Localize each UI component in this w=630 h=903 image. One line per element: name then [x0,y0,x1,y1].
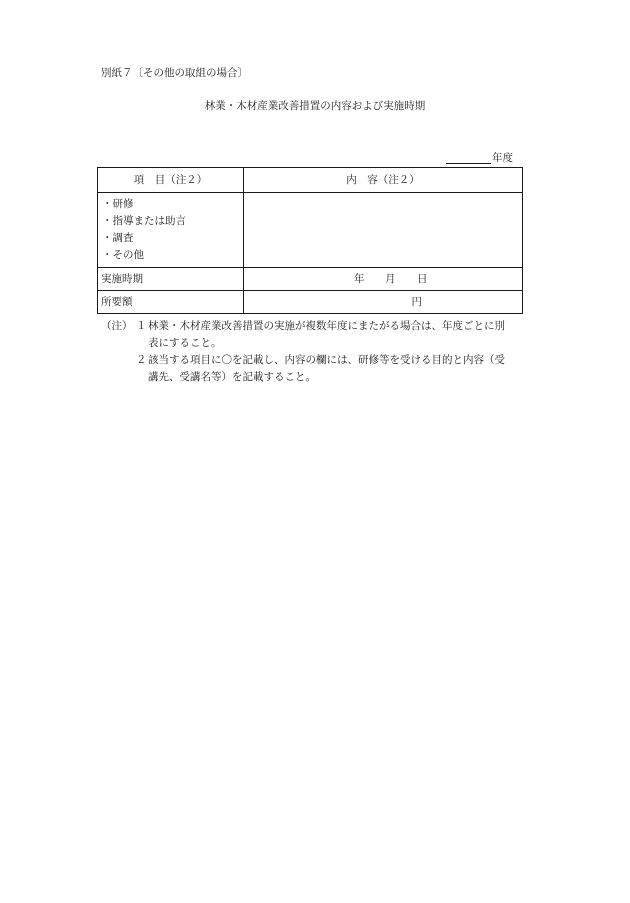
document-reference: 別紙７〔その他の取組の場合〕 [101,67,248,79]
item-other: ・その他 [102,249,144,261]
required-amount-value[interactable] [244,291,523,314]
item-list [98,196,243,264]
note-text [148,352,521,386]
note-line: 該当する項目に〇を記載し、内容の欄には、研修等を受ける目的と内容（受 [148,354,505,366]
fiscal-year-blank[interactable] [446,163,491,164]
yen-unit: 円 [411,295,422,308]
note-number: ２ [136,354,147,366]
required-amount-row [98,291,523,314]
notes-label: （注） [101,320,133,332]
document-title: 林業・木材産業改善措置の内容および実施時期 [204,100,426,112]
content-cell[interactable] [244,193,523,268]
item-guidance: ・指導または助言 [102,215,186,227]
header-content: 内 容（注２） [244,168,523,193]
required-amount-label: 所要額 [98,291,244,314]
fiscal-year-label: 年度 [492,152,513,164]
note-line: 林業・木材産業改善措置の実施が複数年度にまたがる場合は、年度ごとに別 [148,320,505,332]
header-item: 項 目（注２） [98,168,244,193]
implementation-period-label: 実施時期 [98,268,244,291]
month-label: 月 [385,273,396,285]
note-1 [101,318,521,352]
table-header-row [98,168,523,193]
note-text [148,318,521,352]
note-2 [101,352,521,386]
note-line: 講先、受講名等）を記載すること。 [148,371,316,383]
note-line: 表にすること。 [148,337,222,349]
item-list-cell [98,193,244,268]
item-training: ・研修 [102,198,134,210]
improvement-measures-table [97,167,523,314]
implementation-period-row [98,268,523,291]
implementation-period-value[interactable] [244,268,523,291]
year-label: 年 [354,273,365,285]
notes [101,318,521,386]
note-number: １ [136,320,147,332]
items-row [98,193,523,268]
day-label: 日 [417,273,428,285]
item-survey: ・調査 [102,232,134,244]
